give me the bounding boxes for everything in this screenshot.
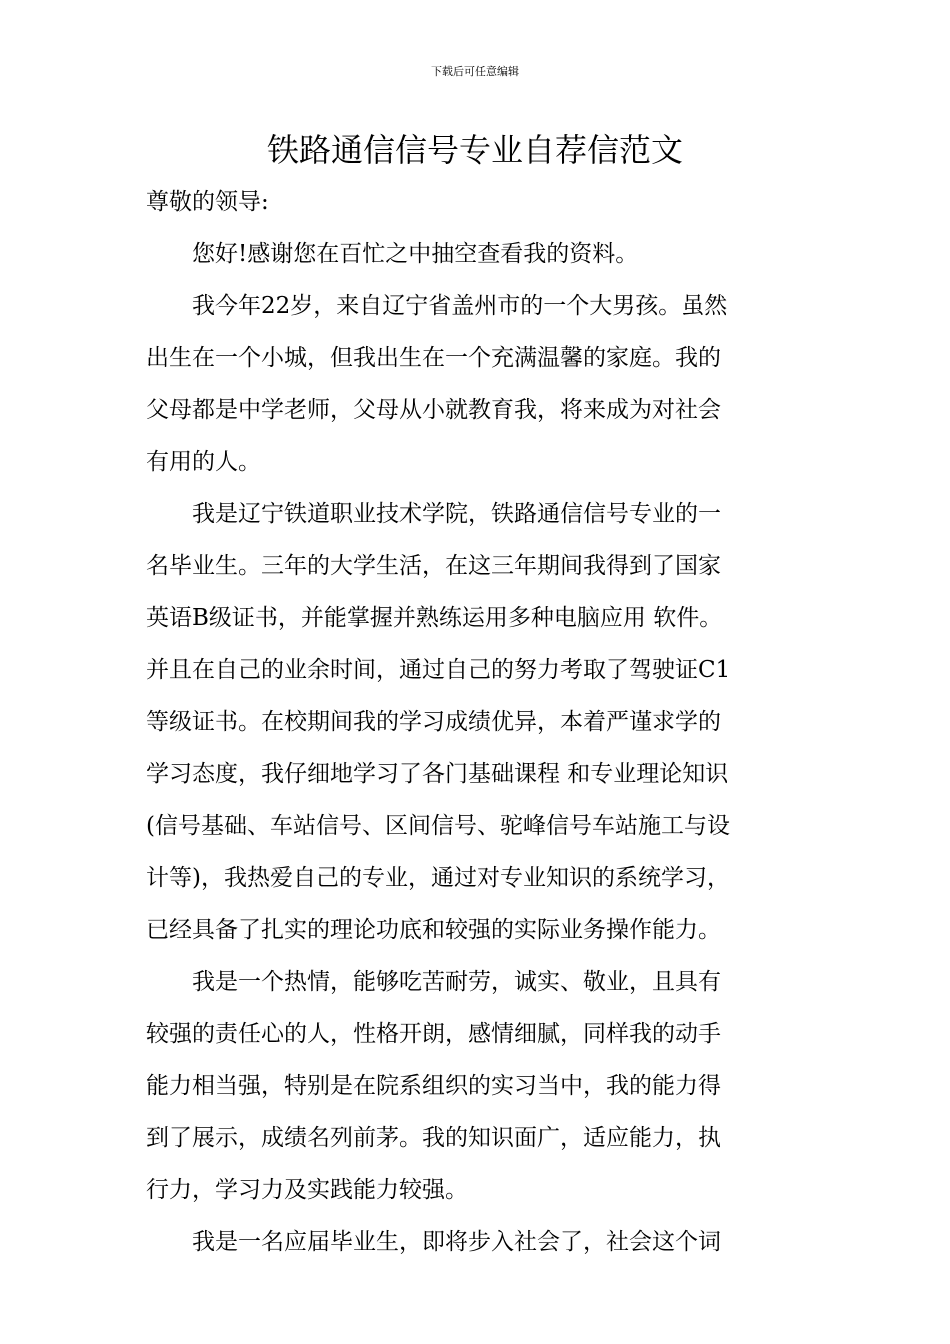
body-paragraph xyxy=(146,488,806,956)
paragraph-line: (信号基础、车站信号、区间信号、驼峰信号车站施工与设 xyxy=(146,813,730,839)
paragraph-line: 英语B级证书，并能掌握并熟练运用多种电脑应用 软件。 xyxy=(146,605,723,631)
paragraph-line: 到了展示，成绩名列前茅。我的知识面广，适应能力，执 xyxy=(146,1125,721,1151)
paragraph-line: 并且在自己的业余时间，通过自己的努力考取了驾驶证C1 xyxy=(146,657,731,683)
paragraph-line: 较强的责任心的人，性格开朗，感情细腻，同样我的动手 xyxy=(146,1021,721,1047)
paragraph-line: 您好!感谢您在百忙之中抽空查看我的资料。 xyxy=(192,241,639,267)
paragraph-line: 等级证书。在校期间我的学习成绩优异，本着严谨求学的 xyxy=(146,709,721,735)
header-note: 下载后可任意编辑 xyxy=(431,65,519,78)
paragraph-line: 名毕业生。三年的大学生活，在这三年期间我得到了国家 xyxy=(146,553,721,579)
paragraph-line: 我是一个热情，能够吃苦耐劳，诚实、敬业，且具有 xyxy=(192,969,721,995)
paragraph-line: 父母都是中学老师，父母从小就教育我，将来成为对社会 xyxy=(146,397,721,423)
letter-body xyxy=(146,176,806,1268)
paragraph-line: 计等)，我热爱自己的专业，通过对专业知识的系统学习， xyxy=(146,865,730,891)
paragraphs-container xyxy=(146,228,806,1268)
paragraph-line: 我是一名应届毕业生，即将步入社会了，社会这个词 xyxy=(192,1229,721,1255)
body-paragraph xyxy=(146,956,806,1216)
paragraph-line: 能力相当强，特别是在院系组织的实习当中，我的能力得 xyxy=(146,1073,721,1099)
paragraph-line: 学习态度，我仔细地学习了各门基础课程 和专业理论知识 xyxy=(146,761,729,787)
document-title: 铁路通信信号专业自荐信范文 xyxy=(266,131,683,169)
salutation: 尊敬的领导: xyxy=(146,189,269,215)
body-paragraph xyxy=(146,280,806,488)
paragraph-line: 行力，学习力及实践能力较强。 xyxy=(146,1177,468,1203)
paragraph-line: 已经具备了扎实的理论功底和较强的实际业务操作能力。 xyxy=(146,917,721,943)
paragraph-line: 有用的人。 xyxy=(146,449,261,475)
body-paragraph xyxy=(146,1216,806,1268)
paragraph-line: 我是辽宁铁道职业技术学院，铁路通信信号专业的一 xyxy=(192,501,721,527)
body-paragraph xyxy=(146,228,806,280)
paragraph-line: 出生在一个小城，但我出生在一个充满温馨的家庭。我的 xyxy=(146,345,721,371)
paragraph-line: 我今年22岁，来自辽宁省盖州市的一个大男孩。虽然 xyxy=(192,293,728,319)
